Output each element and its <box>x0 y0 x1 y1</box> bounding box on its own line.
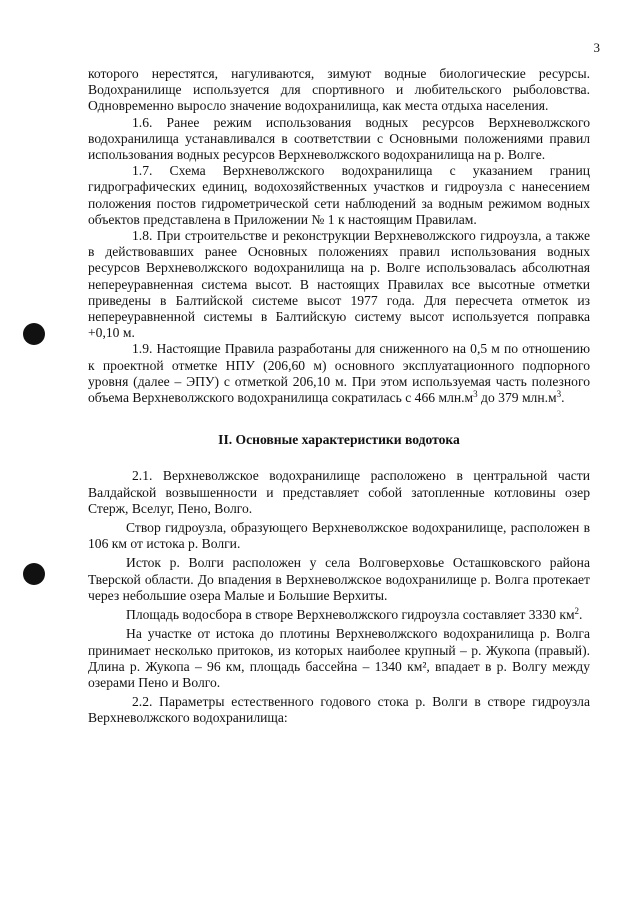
paragraph-1-9 <box>88 341 590 406</box>
paragraph-stvor: Створ гидроузла, образующего Верхневолжское водохранилище, расположен в 106 км от истока р. Волги. <box>88 520 590 552</box>
paragraph-1-9-text: 1.9. Настоящие Правила разработаны для сниженного на 0,5 м по отношению к проектной отметке НПУ (206,60 м) основного эксплуатационного подпорного уровня (далее – ЭПУ) с отметкой 206,10 м. При этом используемая часть полезного объема Верхневолжского водохранилища сократилась с 466 млн.м <box>88 341 590 406</box>
paragraph-2-2: 2.2. Параметры естественного годового стока р. Волги в створе гидроузла Верхневолжского водохранилища: <box>88 694 590 726</box>
paragraph-1-6: 1.6. Ранее режим использования водных ресурсов Верхневолжского водохранилища устанавливался в соответствии с Основными положениями правил использования водных ресурсов Верхневолжского водохранилища на р. Волге. <box>88 114 590 163</box>
paragraph-tributaries: На участке от истока до плотины Верхневолжского водохранилища р. Волга принимает несколько притоков, из которых наиболее крупный – р. Жукопа (правый). Длина р. Жукопа – 96 км, площадь бассейна – 1340 км², впадает в р. Волгу между озерами Пено и Волго. <box>88 626 590 690</box>
paragraph-1-7: 1.7. Схема Верхневолжского водохранилища с указанием границ гидрографических единиц, водохозяйственных участков и гидроузла с нанесением положения постов гидрометрической сети наблюдений за водным режимом водных объектов представлена в Приложении № 1 к настоящим Правилам. <box>88 163 590 227</box>
superscript-cubic: 3 <box>556 389 562 400</box>
punch-hole-mark <box>23 563 45 585</box>
paragraph-1-9-text-2: до 379 млн.м <box>477 390 557 406</box>
paragraph-1-9-text-3: . <box>561 390 565 406</box>
paragraph-1-8: 1.8. При строительстве и реконструкции Верхневолжского гидроузла, а также в действовавших ранее Основных положениях правил использования водных ресурсов Верхневолжского водохранилища на р. Волге использовалась абсолютная непереуравненная система высот. В настоящих Правилах все высотные отметки приведены в Балтийской системе высот 1977 года. Для пересчета отметок из непереуравненной системы в Балтийскую систему высот используется поправка +0,10 м. <box>88 228 590 341</box>
paragraph-area-text-2: . <box>579 607 583 623</box>
paragraph-istok: Исток р. Волги расположен у села Волговерховье Осташковского района Тверской области. До впадения в Верхневолжское водохранилище р. Волга протекает через небольшие озера Малые и Большие Верхиты. <box>88 555 590 603</box>
section-heading: II. Основные характеристики водотока <box>218 432 460 448</box>
paragraph-area-text: Площадь водосбора в створе Верхневолжского гидроузла составляет 3330 км <box>126 607 575 623</box>
superscript-square: 2 <box>574 606 580 617</box>
superscript-cubic: 3 <box>473 389 478 400</box>
page-number: 3 <box>593 40 600 55</box>
paragraph-catchment-area <box>88 607 590 623</box>
document-body <box>88 66 590 727</box>
punch-hole-mark <box>23 323 45 345</box>
paragraph-continuation: которого нерестятся, нагуливаются, зимуют водные биологические ресурсы. Водохранилище используется для спортивного и любительского рыболовства. Одновременно выросло значение водохранилища, как места отдыха населения. <box>88 66 590 114</box>
paragraph-2-1: 2.1. Верхневолжское водохранилище расположено в центральной части Валдайской возвышенности и представляет собой затопленные котловины озер Стерж, Вселуг, Пено, Волго. <box>88 468 590 516</box>
